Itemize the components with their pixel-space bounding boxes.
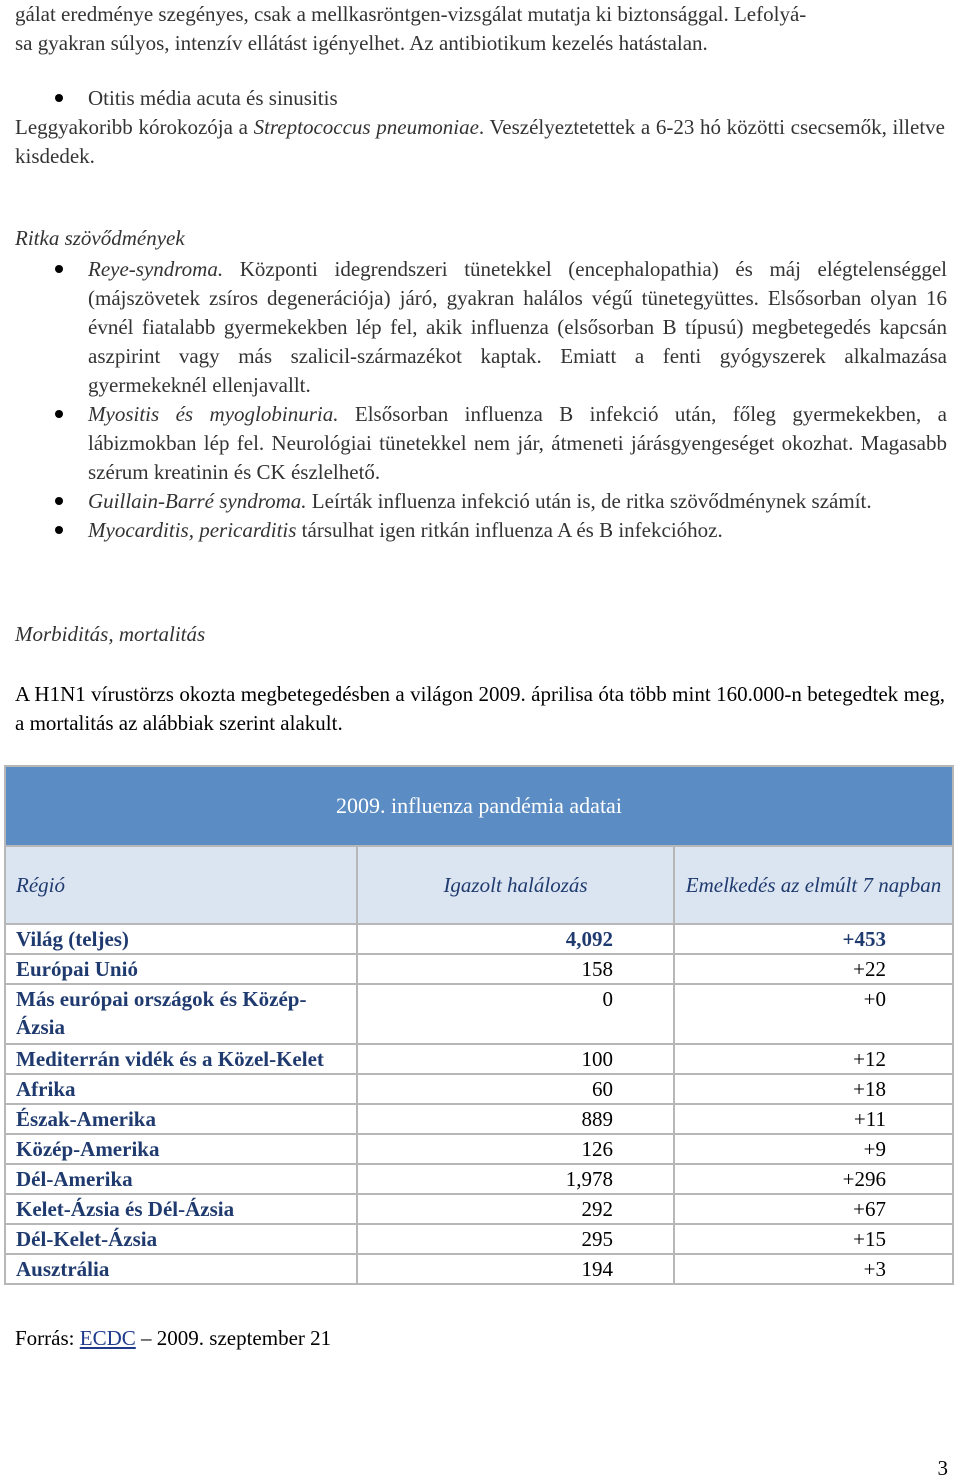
rare-complications-heading: Ritka szövődmények (15, 226, 185, 250)
deaths-cell: 60 (357, 1074, 674, 1104)
increase-cell: +296 (674, 1164, 953, 1194)
list-item (15, 487, 947, 516)
table-row (5, 1074, 953, 1104)
page-number: 3 (937, 1456, 948, 1480)
table-row (5, 1044, 953, 1074)
table-row (5, 1134, 953, 1164)
table-row (5, 1254, 953, 1284)
list-item (15, 516, 947, 545)
region-cell: Dél-Kelet-Ázsia (5, 1224, 357, 1254)
region-cell: Dél-Amerika (5, 1164, 357, 1194)
deaths-cell: 126 (357, 1134, 674, 1164)
increase-cell: +22 (674, 954, 953, 984)
intro-line-2: sa gyakran súlyos, intenzív ellátást igényelhet. Az antibiotikum kezelés hatástalan. (15, 31, 708, 55)
pandemic-data-table (4, 765, 954, 1285)
deaths-cell: 889 (357, 1104, 674, 1134)
intro-line-1: gálat eredménye szegényes, csak a mellkasröntgen-vizsgálat mutatja ki biztonsággal. Lefolyá- (15, 2, 807, 26)
table-row (5, 1104, 953, 1134)
deaths-cell: 194 (357, 1254, 674, 1284)
region-cell: Mediterrán vidék és a Közel-Kelet (5, 1044, 357, 1074)
region-cell: Világ (teljes) (5, 924, 357, 954)
column-header-deaths: Igazolt halálozás (357, 846, 674, 924)
column-header-region: Régió (5, 846, 357, 924)
deaths-cell: 100 (357, 1044, 674, 1074)
morbidity-paragraph: A H1N1 vírustörzs okozta megbetegedésben a világon 2009. áprilisa óta több mint 160.000-n betegedtek meg, a mortalitás az alábbiak szerint alakult. (15, 682, 945, 735)
region-cell: Afrika (5, 1074, 357, 1104)
morbidity-heading: Morbiditás, mortalitás (15, 622, 206, 646)
source-line (15, 1324, 331, 1353)
rare-complications-list (15, 255, 947, 545)
bullet-icon (55, 410, 63, 418)
increase-cell: +3 (674, 1254, 953, 1284)
source-link-ecdc[interactable]: ECDC (79, 1326, 136, 1350)
region-cell: Európai Unió (5, 954, 357, 984)
table-title: 2009. influenza pandémia adatai (5, 766, 953, 846)
column-header-increase: Emelkedés az elmúlt 7 napban (674, 846, 953, 924)
otitis-organism: Streptococcus pneumoniae (253, 115, 479, 139)
list-item (15, 255, 947, 400)
increase-cell: +11 (674, 1104, 953, 1134)
deaths-cell: 158 (357, 954, 674, 984)
complication-term: Guillain-Barré syndroma. (88, 489, 307, 513)
complication-text: Központi idegrendszeri tünetekkel (encephalopathia) és máj elégtelenséggel (májszövetek zsíros degenerációja) járó, gyakran halálos végű tünetegyüttes. Elsősorban olyan 16 évnél fiatalabb gyermekekben lép fel, akik influenza (elsősorban B típusú) megbetegedés kapcsán aszpirint vagy más szalicil-származékot kaptak. Emiatt a fenti gyógyszerek alkalmazása gyermekeknél ellenjavallt. (88, 257, 947, 397)
region-cell: Észak-Amerika (5, 1104, 357, 1134)
deaths-cell: 0 (357, 984, 674, 1044)
source-prefix: Forrás: (15, 1326, 80, 1350)
otitis-list (15, 84, 947, 113)
region-cell: Közép-Amerika (5, 1134, 357, 1164)
complication-text: Leírták influenza infekció után is, de ritka szövődménynek számít. (306, 489, 872, 513)
increase-cell: +0 (674, 984, 953, 1044)
increase-cell: +453 (674, 924, 953, 954)
bullet-icon (55, 497, 63, 505)
complication-term: Myositis és myoglobinuria. (88, 402, 339, 426)
bullet-icon (55, 526, 63, 534)
table-row (5, 984, 953, 1044)
increase-cell: +12 (674, 1044, 953, 1074)
deaths-cell: 4,092 (357, 924, 674, 954)
increase-cell: +18 (674, 1074, 953, 1104)
otitis-paragraph (15, 113, 945, 171)
increase-cell: +67 (674, 1194, 953, 1224)
table-row (5, 1194, 953, 1224)
otitis-title: Otitis média acuta és sinusitis (88, 86, 338, 110)
table-row (5, 924, 953, 954)
deaths-cell: 1,978 (357, 1164, 674, 1194)
deaths-cell: 295 (357, 1224, 674, 1254)
complication-term: Reye-syndroma. (88, 257, 224, 281)
increase-cell: +15 (674, 1224, 953, 1254)
complication-text: Elsősorban influenza B infekció után, főleg gyermekekben, a lábizmokban lép fel. Neurológiai tünetekkel nem jár, átmeneti járásgyengeséget okozhat. Magasabb szérum kreatinin és CK észlelhető. (88, 402, 947, 484)
otitis-text-a: Leggyakoribb kórokozója a (15, 115, 254, 139)
region-cell: Kelet-Ázsia és Dél-Ázsia (5, 1194, 357, 1224)
source-suffix: – 2009. szeptember 21 (135, 1326, 332, 1350)
deaths-cell: 292 (357, 1194, 674, 1224)
increase-cell: +9 (674, 1134, 953, 1164)
list-item (15, 84, 947, 113)
intro-paragraph (15, 0, 945, 58)
table-row (5, 954, 953, 984)
bullet-icon (55, 94, 63, 102)
region-cell: Más európai országok és Közép-Ázsia (5, 984, 357, 1044)
complication-term: Myocarditis, pericarditis (88, 518, 297, 542)
otitis-text-b: . Veszélyeztetettek a 6-23 hó közötti csecsemők, illetve kisdedek. (15, 115, 945, 168)
complication-text: társulhat igen ritkán influenza A és B infekcióhoz. (296, 518, 723, 542)
bullet-icon (55, 265, 63, 273)
table-row (5, 1224, 953, 1254)
table-row (5, 1164, 953, 1194)
list-item (15, 400, 947, 487)
region-cell: Ausztrália (5, 1254, 357, 1284)
